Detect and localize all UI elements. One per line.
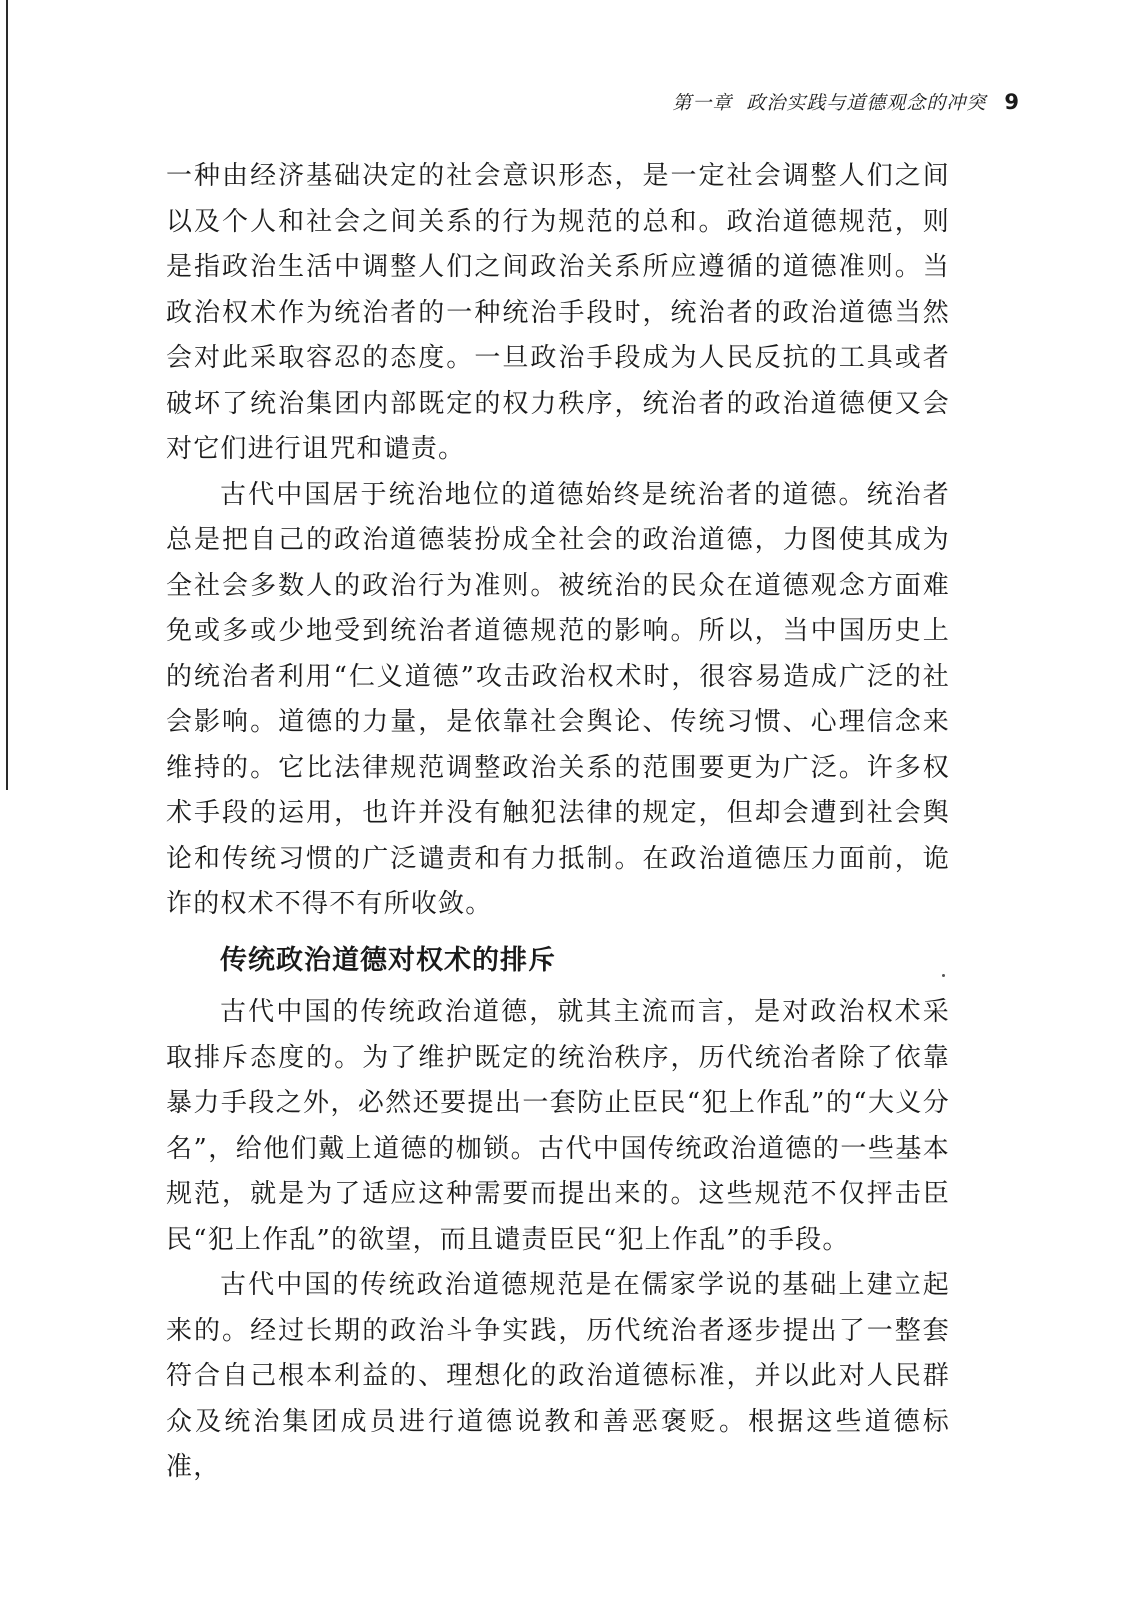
scan-speck	[942, 974, 945, 977]
page-number: 9	[1004, 90, 1020, 114]
paragraph-2: 古代中国居于统治地位的道德始终是统治者的道德。统治者总是把自己的政治道德装扮成全社会的政治道德，力图使其成为全社会多数人的政治行为准则。被统治的民众在道德观念方面难免或多或少地受到统治者道德规范的影响。所以，当中国历史上的统治者利用“仁义道德”攻击政治权术时，很容易造成广泛的社会影响。道德的力量，是依靠社会舆论、传统习惯、心理信念来维持的。它比法律规范调整政治关系的范围要更为广泛。许多权术手段的运用，也许并没有触犯法律的规定，但却会遭到社会舆论和传统习惯的广泛谴责和有力抵制。在政治道德压力面前，诡诈的权术不得不有所收敛。	[166, 479, 950, 919]
chapter-title: 政治实践与道德观念的冲突	[746, 92, 987, 114]
chapter-label: 第一章	[672, 92, 733, 114]
paragraph-1: 一种由经济基础决定的社会意识形态，是一定社会调整人们之间以及个人和社会之间关系的行为规范的总和。政治道德规范，则是指政治生活中调整人们之间政治关系所应遵循的道德准则。当政治权术作为统治者的一种统治手段时，统治者的政治道德当然会对此采取容忍的态度。一旦政治手段成为人民反抗的工具或者破坏了统治集团内部既定的权力秩序，统治者的政治道德便又会对它们进行诅咒和谴责。	[166, 161, 950, 464]
section-heading: 传统政治道德对权术的排斥	[220, 945, 556, 976]
body-text-lower	[166, 990, 950, 1491]
running-head	[560, 88, 1020, 118]
body-text-upper	[166, 154, 950, 928]
page-binding-edge	[6, 0, 8, 790]
paragraph-3: 古代中国的传统政治道德，就其主流而言，是对政治权术采取排斥态度的。为了维护既定的统治秩序，历代统治者除了依靠暴力手段之外，必然还要提出一套防止臣民“犯上作乱”的“大义分名”，给他们戴上道德的枷锁。古代中国传统政治道德的一些基本规范，就是为了适应这种需要而提出来的。这些规范不仅抨击臣民“犯上作乱”的欲望，而且谴责臣民“犯上作乱”的手段。	[166, 997, 950, 1255]
paragraph-4: 古代中国的传统政治道德规范是在儒家学说的基础上建立起来的。经过长期的政治斗争实践，历代统治者逐步提出了一整套符合自己根本利益的、理想化的政治道德标准，并以此对人民群众及统治集团成员进行道德说教和善恶褒贬。根据这些道德标准，	[166, 1270, 950, 1482]
